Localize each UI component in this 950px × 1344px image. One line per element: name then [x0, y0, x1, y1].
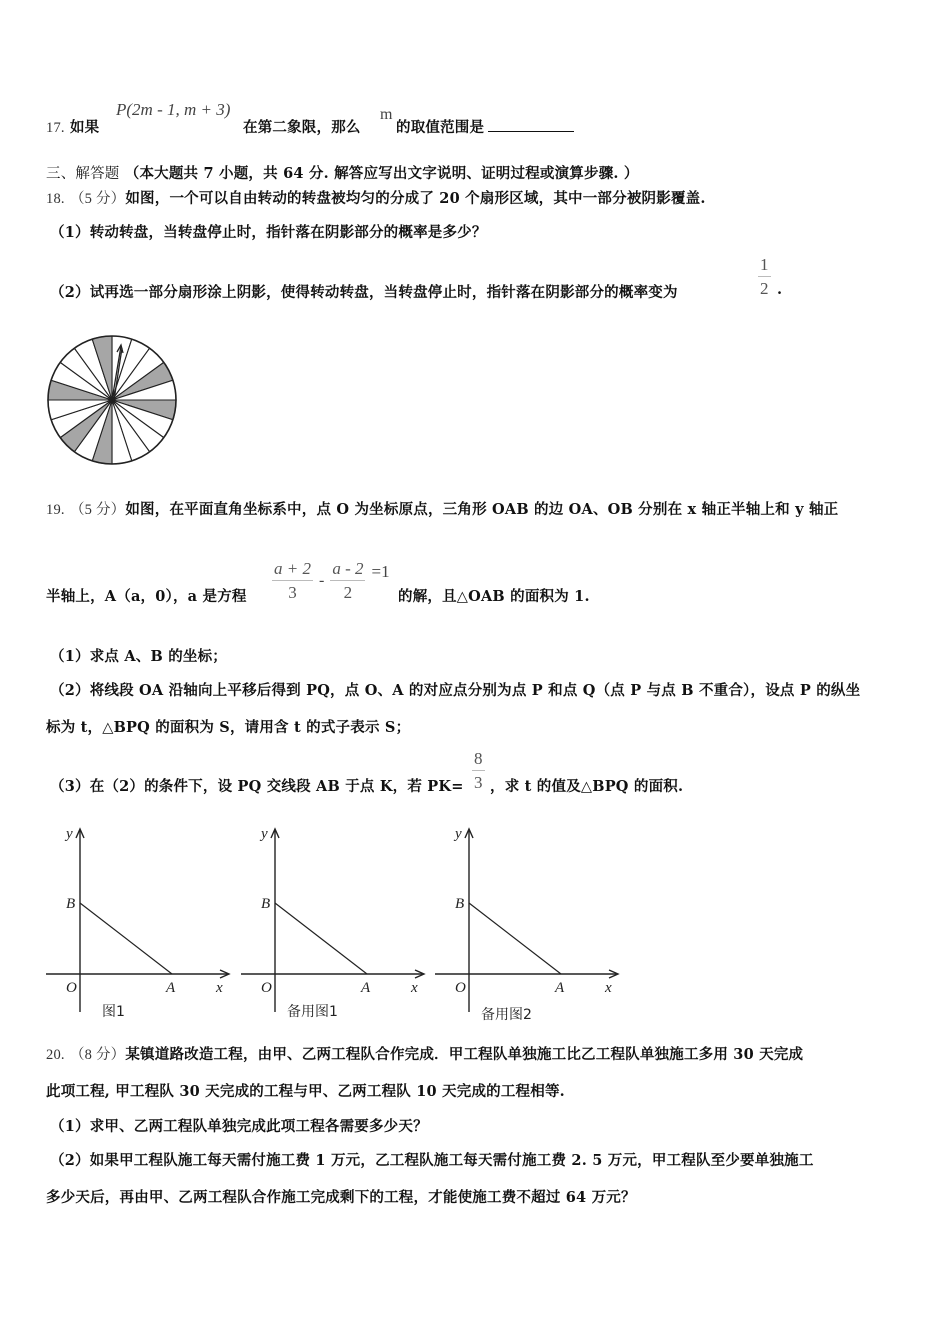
q18-part-1: （1）转动转盘，当转盘停止时，指针落在阴影部分的概率是多少？	[50, 224, 487, 241]
segment-AB	[80, 903, 172, 974]
question-score: （5 分）	[69, 502, 126, 518]
x-label: x	[605, 980, 612, 996]
figure-caption: 备用图2	[481, 1007, 532, 1023]
question-17	[46, 116, 99, 137]
x-label: x	[216, 980, 223, 996]
question-number: 20.	[46, 1047, 65, 1063]
question-number: 17.	[46, 120, 65, 136]
q17-variable: m	[380, 106, 393, 123]
question-number: 19.	[46, 502, 65, 518]
q19-line-2b: 的解，且△OAB 的面积为 1.	[398, 588, 590, 605]
question-19-stem: 19. （5 分）如图，在平面直角坐标系中，点 O 为坐标原点，三角形 OAB 的边 OA、OB 分别在 x 轴正半轴上和 y 轴正	[46, 501, 839, 518]
q20-part-1: （1）求甲、乙两工程队单独完成此项工程各需要多少天？	[50, 1118, 428, 1135]
point-a-label: A	[555, 980, 565, 996]
y-label: y	[66, 826, 73, 842]
point-b-label: B	[66, 896, 76, 912]
coordinate-figure-2	[239, 822, 429, 1027]
q19-part-2-line-2: 标为 t，△BPQ 的面积为 S，请用含 t 的式子表示 S；	[46, 719, 411, 736]
figure-caption: 图1	[102, 1004, 125, 1020]
q20-part-2-line-1: （2）如果甲工程队施工每天需付施工费 1 万元，乙工程队施工每天需付施工费 2. 5 万元，甲工程队至少要单独施工	[50, 1152, 814, 1169]
segment-AB	[275, 903, 367, 974]
point-a-label: A	[361, 980, 371, 996]
section-3-header	[46, 162, 639, 183]
section-title: 三、解答题	[46, 166, 120, 182]
figure-caption: 备用图1	[287, 1004, 338, 1020]
q19-line-2a: 半轴上，A（a，0），a 是方程	[46, 588, 247, 605]
q19-part-2-line-1: （2）将线段 OA 沿轴向上平移后得到 PQ，点 O、A 的对应点分别为点 P 和点 Q（点 P 与点 B 不重合），设点 P 的纵坐	[50, 682, 861, 699]
origin-label: O	[261, 980, 272, 996]
y-label: y	[261, 826, 268, 842]
answer-blank[interactable]	[488, 117, 574, 132]
q20-part-2-line-2: 多少天后，再由甲、乙两工程队合作施工完成剩下的工程，才能使施工费不超过 64 万元？	[46, 1189, 636, 1206]
segment-AB	[469, 903, 561, 974]
x-label: x	[411, 980, 418, 996]
coordinate-figure-3	[433, 822, 623, 1027]
coordinate-figure-1	[44, 822, 234, 1027]
q18-part-2: （2）试再选一部分扇形涂上阴影，使得转动转盘，当转盘停止时，指针落在阴影部分的概率变为	[50, 284, 678, 301]
q19-part-3-fraction: $\frac{8}{3}$	[474, 749, 483, 792]
q19-equation: $\frac{a + 2}{3}$ - $\frac{a - 2}{2}$ =1	[274, 559, 390, 602]
q17-text-b: 在第二象限，那么	[243, 119, 361, 136]
q18-fraction: $\frac{1}{2}$	[760, 255, 769, 298]
question-score: （8 分）	[69, 1047, 126, 1063]
q17-point-expression: P(2m - 1, m + 3)	[116, 100, 231, 119]
origin-label: O	[66, 980, 77, 996]
q19-part-3b: ，求 t 的值及△BPQ 的面积.	[490, 778, 684, 795]
section-note: （本大题共 7 小题，共 64 分. 解答应写出文字说明、证明过程或演算步骤. ）	[124, 165, 639, 182]
question-18-stem: 18. （5 分）如图，一个可以自由转动的转盘被均匀的分成了 20 个扇形区域，其中一部分被阴影覆盖.	[46, 190, 706, 207]
q20-line-2: 此项工程, 甲工程队 30 天完成的工程与甲、乙两工程队 10 天完成的工程相等.	[46, 1083, 565, 1100]
point-b-label: B	[455, 896, 465, 912]
spinner-wheel-figure	[44, 334, 180, 468]
q17-text-c: 的取值范围是	[396, 116, 574, 137]
origin-label: O	[455, 980, 466, 996]
point-a-label: A	[166, 980, 176, 996]
q19-part-1: （1）求点 A、B 的坐标；	[50, 648, 227, 665]
q18-part-2-end: .	[777, 281, 783, 298]
question-score: （5 分）	[69, 191, 126, 207]
question-number: 18.	[46, 191, 65, 207]
q19-part-3a: （3）在（2）的条件下，设 PQ 交线段 AB 于点 K，若 PK=	[50, 778, 464, 795]
point-b-label: B	[261, 896, 271, 912]
y-label: y	[455, 826, 462, 842]
question-20-stem: 20. （8 分）某镇道路改造工程，由甲、乙两工程队合作完成．甲工程队单独施工比乙工程队单独施工多用 30 天完成	[46, 1046, 804, 1063]
q17-text-a: 如果	[69, 119, 100, 136]
